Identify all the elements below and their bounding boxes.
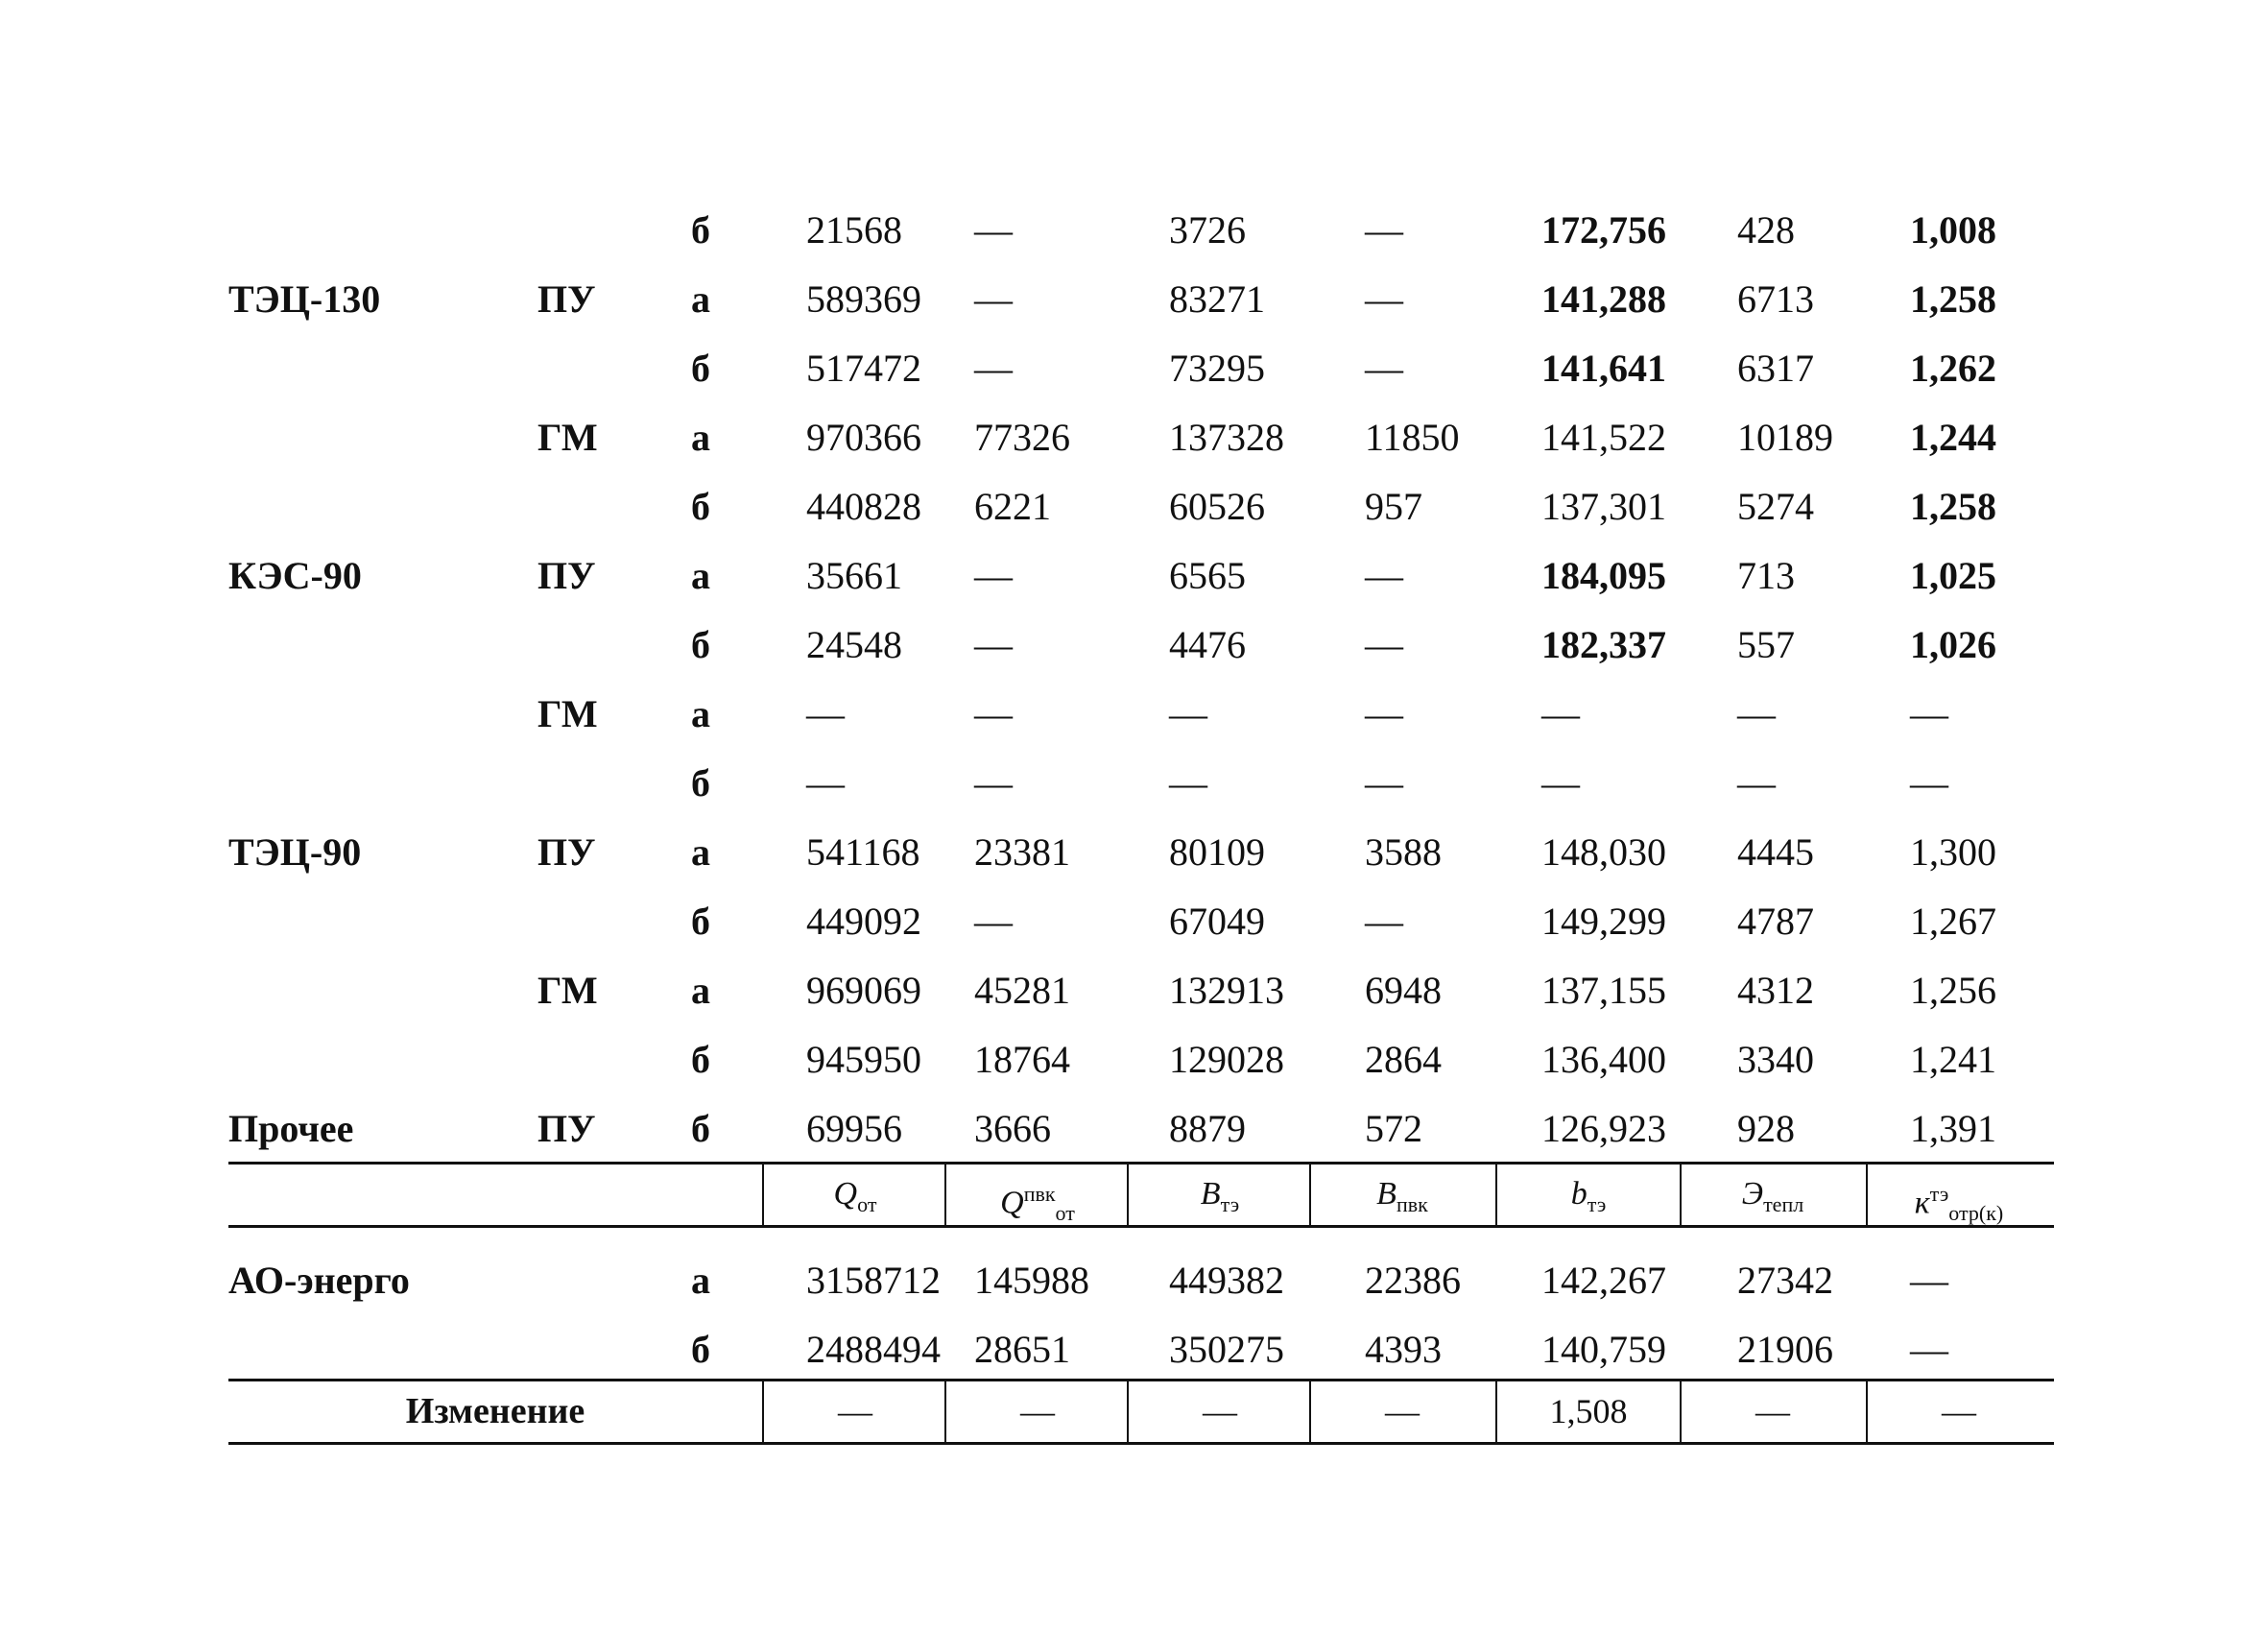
variant-label: б xyxy=(691,761,710,804)
fuel-type: ПУ xyxy=(537,554,596,597)
fuel-type: ГМ xyxy=(537,969,598,1012)
table-row xyxy=(0,680,2268,749)
fuel-type: ПУ xyxy=(537,1107,596,1150)
variant-label: б xyxy=(691,208,710,252)
value-q-pvk: 3666 xyxy=(974,1107,1051,1150)
table-row xyxy=(0,1094,2268,1164)
value-b-pvk: 572 xyxy=(1365,1107,1422,1150)
table-row xyxy=(0,1315,2268,1384)
value-e-tepl: 5274 xyxy=(1737,485,1814,528)
change-b-pvk: — xyxy=(1385,1392,1420,1430)
value-b-te: 4476 xyxy=(1169,623,1246,666)
value-b-small-te: 184,095 xyxy=(1541,554,1666,597)
variant-label: б xyxy=(691,1107,710,1150)
value-b-te: 8879 xyxy=(1169,1107,1246,1150)
value-e-tepl: 4787 xyxy=(1737,900,1814,943)
variant-label: а xyxy=(691,1259,710,1302)
fuel-type: ПУ xyxy=(537,830,596,874)
table-rule xyxy=(228,1442,2054,1445)
value-e-tepl: 928 xyxy=(1737,1107,1795,1150)
station-name: КЭС-90 xyxy=(228,554,362,597)
value-k-otr: — xyxy=(1910,1328,1948,1371)
variant-label: а xyxy=(691,830,710,874)
value-q-ot: — xyxy=(806,692,845,735)
value-q-ot: 589369 xyxy=(806,277,921,321)
value-e-tepl: 21906 xyxy=(1737,1328,1833,1371)
value-b-small-te: 136,400 xyxy=(1541,1038,1666,1081)
table-row xyxy=(0,956,2268,1025)
value-q-ot: 517472 xyxy=(806,347,921,390)
variant-label: а xyxy=(691,277,710,321)
variant-label: а xyxy=(691,416,710,459)
value-b-small-te: 141,641 xyxy=(1541,347,1666,390)
value-e-tepl: 557 xyxy=(1737,623,1795,666)
table-rule xyxy=(228,1225,2054,1228)
value-q-pvk: — xyxy=(974,208,1013,252)
column-header-k-otr: $к^{тэ}_{отр(к)}$ xyxy=(1914,1182,2004,1226)
value-q-ot: 3158712 xyxy=(806,1259,941,1302)
value-b-pvk: 3588 xyxy=(1365,830,1442,874)
value-e-tepl: — xyxy=(1737,692,1776,735)
value-k-otr: 1,300 xyxy=(1910,830,1996,874)
value-b-small-te: 142,267 xyxy=(1541,1259,1666,1302)
value-q-ot: — xyxy=(806,761,845,804)
fuel-type: ПУ xyxy=(537,277,596,321)
value-b-pvk: — xyxy=(1365,692,1403,735)
column-header-e-tepl: $Э_{тепл}$ xyxy=(1741,1176,1804,1216)
value-b-te: 67049 xyxy=(1169,900,1265,943)
table-row xyxy=(0,334,2268,403)
fuel-type: ГМ xyxy=(537,416,598,459)
value-q-ot: 969069 xyxy=(806,969,921,1012)
value-q-pvk: — xyxy=(974,761,1013,804)
table-row xyxy=(0,1246,2268,1315)
variant-label: а xyxy=(691,969,710,1012)
value-q-pvk: 45281 xyxy=(974,969,1070,1012)
value-b-small-te: 137,155 xyxy=(1541,969,1666,1012)
value-b-pvk: — xyxy=(1365,554,1403,597)
value-b-te: 129028 xyxy=(1169,1038,1284,1081)
column-header-q-ot: $Q_{от}$ xyxy=(833,1176,877,1216)
table-row xyxy=(0,1025,2268,1094)
change-q-ot: — xyxy=(838,1392,872,1430)
column-header-b-te: $B_{тэ}$ xyxy=(1200,1176,1240,1216)
value-k-otr: — xyxy=(1910,761,1948,804)
variant-label: б xyxy=(691,623,710,666)
variant-label: б xyxy=(691,1038,710,1081)
variant-label: б xyxy=(691,900,710,943)
value-e-tepl: 27342 xyxy=(1737,1259,1833,1302)
value-b-pvk: — xyxy=(1365,277,1403,321)
value-b-pvk: — xyxy=(1365,761,1403,804)
value-q-pvk: 6221 xyxy=(974,485,1051,528)
table-row xyxy=(0,611,2268,680)
column-header-b-pvk: $B_{пвк}$ xyxy=(1376,1176,1428,1216)
value-q-pvk: 145988 xyxy=(974,1259,1089,1302)
change-b-te: — xyxy=(1203,1392,1237,1430)
value-b-small-te: 148,030 xyxy=(1541,830,1666,874)
value-k-otr: 1,244 xyxy=(1910,416,1996,459)
value-k-otr: — xyxy=(1910,692,1948,735)
value-k-otr: 1,256 xyxy=(1910,969,1996,1012)
value-b-te: 83271 xyxy=(1169,277,1265,321)
value-e-tepl: 6317 xyxy=(1737,347,1814,390)
variant-label: б xyxy=(691,347,710,390)
table-row xyxy=(0,196,2268,265)
value-q-pvk: — xyxy=(974,900,1013,943)
value-q-ot: 69956 xyxy=(806,1107,902,1150)
value-b-pvk: 22386 xyxy=(1365,1259,1461,1302)
column-header-b-small-te: $b_{тэ}$ xyxy=(1570,1176,1607,1216)
value-q-pvk: — xyxy=(974,554,1013,597)
value-e-tepl: — xyxy=(1737,761,1776,804)
value-k-otr: 1,258 xyxy=(1910,485,1996,528)
value-k-otr: 1,258 xyxy=(1910,277,1996,321)
value-b-small-te: 172,756 xyxy=(1541,208,1666,252)
value-b-small-te: 137,301 xyxy=(1541,485,1666,528)
value-e-tepl: 6713 xyxy=(1737,277,1814,321)
value-b-pvk: 4393 xyxy=(1365,1328,1442,1371)
value-k-otr: 1,008 xyxy=(1910,208,1996,252)
change-label: Изменение xyxy=(405,1391,585,1431)
value-b-pvk: — xyxy=(1365,347,1403,390)
variant-label: б xyxy=(691,485,710,528)
value-q-ot: 24548 xyxy=(806,623,902,666)
value-b-pvk: 2864 xyxy=(1365,1038,1442,1081)
value-b-te: 73295 xyxy=(1169,347,1265,390)
value-q-pvk: 77326 xyxy=(974,416,1070,459)
value-e-tepl: 3340 xyxy=(1737,1038,1814,1081)
value-q-pvk: 23381 xyxy=(974,830,1070,874)
value-b-pvk: — xyxy=(1365,900,1403,943)
change-e-tepl: — xyxy=(1755,1392,1790,1430)
value-q-ot: 21568 xyxy=(806,208,902,252)
variant-label: б xyxy=(691,1328,710,1371)
value-b-te: 6565 xyxy=(1169,554,1246,597)
value-b-small-te: 141,288 xyxy=(1541,277,1666,321)
value-b-small-te: 141,522 xyxy=(1541,416,1666,459)
table-row xyxy=(0,749,2268,818)
value-b-te: 449382 xyxy=(1169,1259,1284,1302)
station-name: ТЭЦ-130 xyxy=(228,277,381,321)
value-b-small-te: — xyxy=(1541,761,1580,804)
value-k-otr: 1,267 xyxy=(1910,900,1996,943)
station-name: АО-энерго xyxy=(228,1259,410,1302)
value-q-pvk: 28651 xyxy=(974,1328,1070,1371)
table-row xyxy=(0,403,2268,472)
value-q-pvk: — xyxy=(974,277,1013,321)
value-b-pvk: 11850 xyxy=(1365,416,1460,459)
value-q-ot: 970366 xyxy=(806,416,921,459)
station-name: Прочее xyxy=(228,1107,354,1150)
value-e-tepl: 428 xyxy=(1737,208,1795,252)
station-name: ТЭЦ-90 xyxy=(228,830,362,874)
value-b-te: 60526 xyxy=(1169,485,1265,528)
value-k-otr: — xyxy=(1910,1259,1948,1302)
change-k-otr: — xyxy=(1942,1392,1976,1430)
value-b-pvk: 6948 xyxy=(1365,969,1442,1012)
value-e-tepl: 4445 xyxy=(1737,830,1814,874)
table-row xyxy=(0,472,2268,541)
value-b-small-te: 126,923 xyxy=(1541,1107,1666,1150)
value-q-ot: 35661 xyxy=(806,554,902,597)
value-b-te: — xyxy=(1169,692,1207,735)
value-q-ot: 945950 xyxy=(806,1038,921,1081)
value-k-otr: 1,262 xyxy=(1910,347,1996,390)
value-b-pvk: — xyxy=(1365,623,1403,666)
value-b-te: 3726 xyxy=(1169,208,1246,252)
value-q-pvk: — xyxy=(974,623,1013,666)
value-b-te: 137328 xyxy=(1169,416,1284,459)
variant-label: а xyxy=(691,692,710,735)
change-b-small-te: 1,508 xyxy=(1549,1392,1628,1430)
value-b-te: — xyxy=(1169,761,1207,804)
value-q-ot: 2488494 xyxy=(806,1328,941,1371)
value-b-small-te: 149,299 xyxy=(1541,900,1666,943)
fuel-type: ГМ xyxy=(537,692,598,735)
table-row xyxy=(0,887,2268,956)
value-q-pvk: — xyxy=(974,347,1013,390)
value-q-ot: 440828 xyxy=(806,485,921,528)
value-b-small-te: — xyxy=(1541,692,1580,735)
value-e-tepl: 713 xyxy=(1737,554,1795,597)
table-row xyxy=(0,265,2268,334)
change-q-pvk: — xyxy=(1020,1392,1055,1430)
value-b-small-te: 182,337 xyxy=(1541,623,1666,666)
value-q-pvk: — xyxy=(974,692,1013,735)
value-b-pvk: 957 xyxy=(1365,485,1422,528)
variant-label: а xyxy=(691,554,710,597)
value-b-te: 80109 xyxy=(1169,830,1265,874)
value-k-otr: 1,026 xyxy=(1910,623,1996,666)
value-k-otr: 1,391 xyxy=(1910,1107,1996,1150)
value-e-tepl: 10189 xyxy=(1737,416,1833,459)
value-q-pvk: 18764 xyxy=(974,1038,1070,1081)
value-q-ot: 541168 xyxy=(806,830,920,874)
column-header-q-pvk: $Q^{пвк}_{от}$ xyxy=(1000,1182,1075,1226)
value-b-te: 350275 xyxy=(1169,1328,1284,1371)
table-row xyxy=(0,541,2268,611)
value-b-pvk: — xyxy=(1365,208,1403,252)
value-b-small-te: 140,759 xyxy=(1541,1328,1666,1371)
value-b-te: 132913 xyxy=(1169,969,1284,1012)
value-q-ot: 449092 xyxy=(806,900,921,943)
value-k-otr: 1,241 xyxy=(1910,1038,1996,1081)
value-e-tepl: 4312 xyxy=(1737,969,1814,1012)
table-row xyxy=(0,818,2268,887)
value-k-otr: 1,025 xyxy=(1910,554,1996,597)
